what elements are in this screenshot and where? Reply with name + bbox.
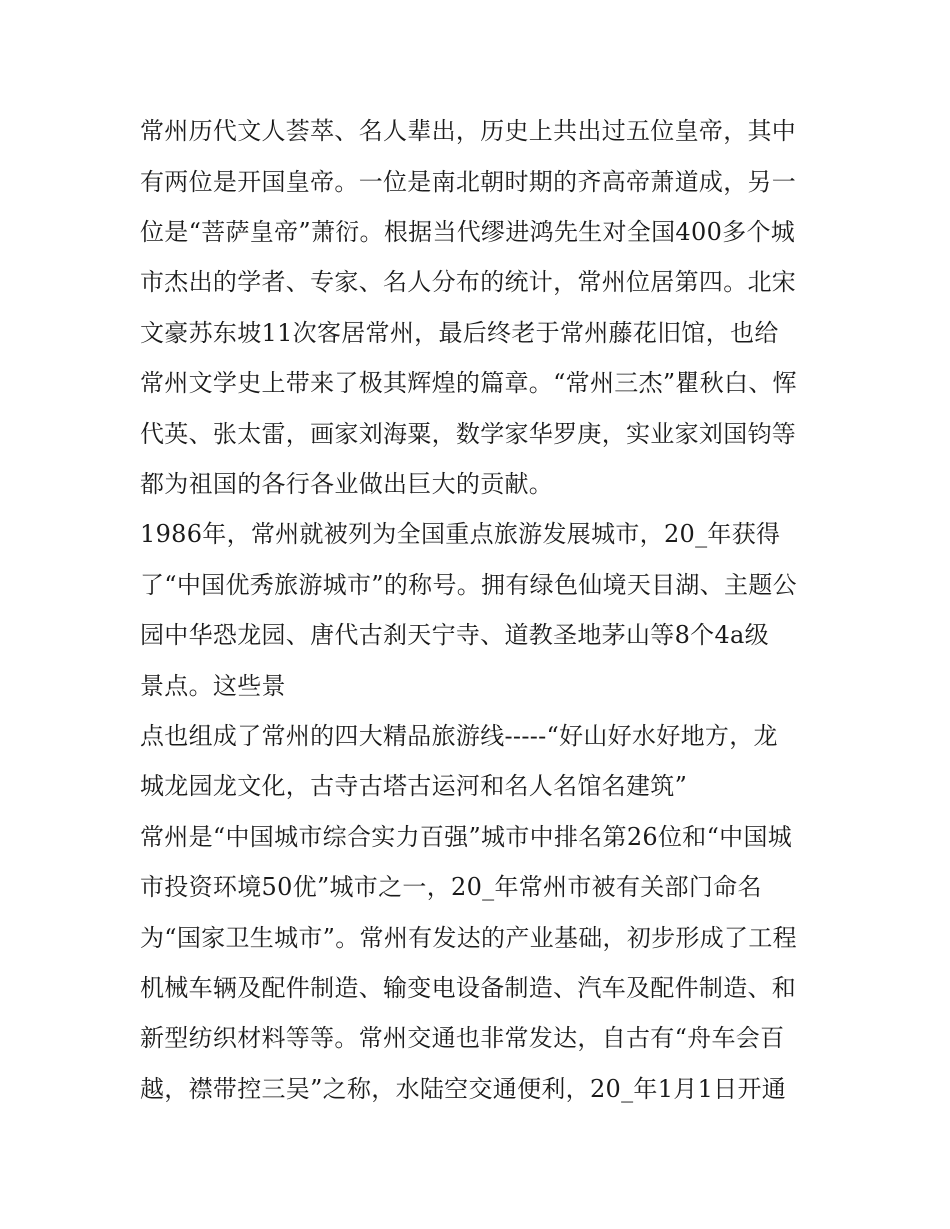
text-line: 常州文学史上带来了极其辉煌的篇章。“常州三杰”瞿秋白、恽 (140, 369, 797, 397)
text-line: 机械车辆及配件制造、输变电设备制造、汽车及配件制造、和 (140, 974, 797, 1002)
text-line: 文豪苏东坡11次客居常州，最后终老于常州藤花旧馆，也给 (140, 319, 779, 347)
text-line: 市杰出的学者、专家、名人分布的统计，常州位居第四。北宋 (140, 268, 797, 296)
text-line: 位是“菩萨皇帝”萧衍。根据当代缪进鸿先生对全国400多个城 (140, 218, 796, 246)
text-line: 都为祖国的各行各业做出巨大的贡献。 (140, 470, 554, 498)
text-line: 越，襟带控三吴”之称，水陆空交通便利，20_年1月1日开通 (140, 1075, 787, 1103)
text-line: 为“国家卫生城市”。常州有发达的产业基础，初步形成了工程 (140, 924, 797, 952)
text-line: 点也组成了常州的四大精品旅游线-----“好山好水好地方，龙 (140, 722, 778, 750)
text-line: 有两位是开国皇帝。一位是南北朝时期的齐高帝萧道成，另一 (140, 168, 797, 196)
text-line: 园中华恐龙园、唐代古刹天宁寺、道教圣地茅山等8个4a级 (140, 621, 769, 649)
text-line: 代英、张太雷，画家刘海粟，数学家华罗庚，实业家刘国钧等 (140, 420, 797, 448)
text-line: 景点。这些景 (140, 672, 286, 700)
text-line: 常州历代文人荟萃、名人辈出，历史上共出过五位皇帝，其中 (140, 117, 797, 145)
text-line: 市投资环境50优”城市之一，20_年常州市被有关部门命名 (140, 873, 762, 901)
text-line: 城龙园龙文化，古寺古塔古运河和名人名馆名建筑” (140, 772, 688, 800)
text-line: 1986年，常州就被列为全国重点旅游发展城市，20_年获得 (140, 520, 781, 548)
text-line: 常州是“中国城市综合实力百强”城市中排名第26位和“中国城 (140, 823, 793, 851)
text-line: 了“中国优秀旅游城市”的称号。拥有绿色仙境天目湖、主题公 (140, 571, 797, 599)
text-line: 新型纺织材料等等。常州交通也非常发达，自古有“舟车会百 (140, 1024, 785, 1052)
